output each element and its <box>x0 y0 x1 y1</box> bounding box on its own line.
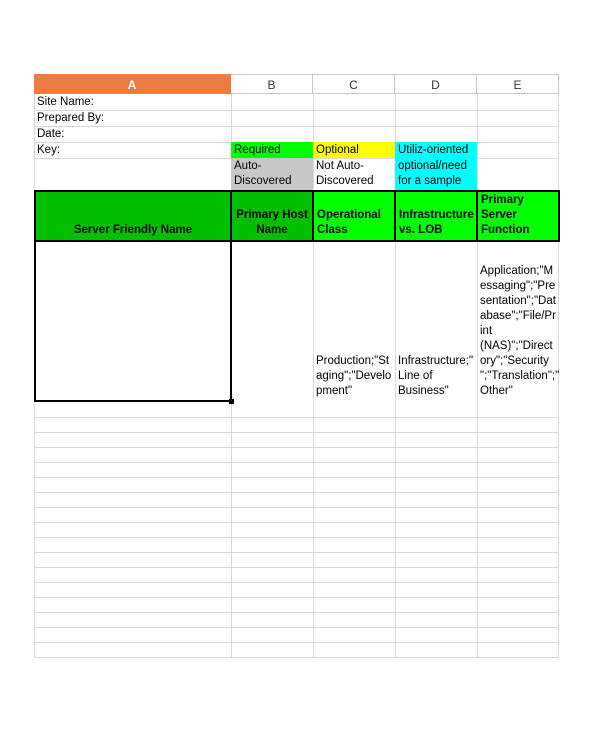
key-auto-discovered-cell[interactable]: Auto- Discovered <box>231 158 313 190</box>
header-primary-server-function[interactable] <box>476 190 560 242</box>
grid-hline <box>34 612 559 613</box>
primary-server-function-value[interactable] <box>477 242 559 400</box>
header-e-text: Primary Server Function <box>481 194 530 236</box>
header-operational-class[interactable] <box>312 190 396 242</box>
grid-hline <box>34 417 559 418</box>
key-not-auto-discovered-cell[interactable]: Not Auto- Discovered <box>316 160 374 187</box>
key-sample-cell[interactable]: optional/need for a sample <box>395 158 477 190</box>
key-optional-cell[interactable]: Optional <box>313 142 395 158</box>
header-c-text: Operational Class <box>317 209 381 236</box>
header-d-text: Infrastructure vs. LOB <box>399 209 474 236</box>
site-name-label[interactable]: Site Name: <box>37 96 94 108</box>
column-header-a[interactable]: A <box>34 74 231 94</box>
header-primary-host-name[interactable] <box>230 190 314 242</box>
grid-hline <box>34 567 559 568</box>
key-label[interactable]: Key: <box>37 144 61 156</box>
grid-hline <box>34 432 559 433</box>
grid-hline <box>34 492 559 493</box>
grid-hline <box>34 522 559 523</box>
grid-hline <box>34 477 559 478</box>
grid-hline <box>34 507 559 508</box>
grid-hline <box>34 447 559 448</box>
column-header-c[interactable]: C <box>313 74 395 94</box>
primary-host-name-input-cell[interactable] <box>230 240 232 402</box>
server-friendly-name-input-cell[interactable] <box>34 240 232 402</box>
date-label[interactable]: Date: <box>37 128 65 140</box>
grid-hline <box>34 537 559 538</box>
header-infrastructure-vs-lob[interactable] <box>394 190 478 242</box>
grid-hline <box>34 642 559 643</box>
grid-hline <box>34 582 559 583</box>
grid-hline <box>34 627 559 628</box>
grid-hline <box>34 657 559 658</box>
header-a-text: Server Friendly Name <box>73 224 193 236</box>
prepared-by-label[interactable]: Prepared By: <box>37 112 105 124</box>
key-required-cell[interactable]: Required <box>231 142 313 158</box>
header-b-text: Primary Host Name <box>236 209 308 236</box>
key-utiliz-cell[interactable]: Utiliz-oriented <box>395 142 477 158</box>
infrastructure-vs-lob-text: Infrastructure;" Line of Business" <box>398 355 474 397</box>
header-server-friendly-name[interactable] <box>34 190 232 242</box>
grid-hline <box>34 597 559 598</box>
primary-server-function-text: Application;"M essaging";"Pre sentation";"Dat abase";"File/Pr int (NAS)";"Direct ory";"Security ";"Translation";" Other" <box>480 265 559 397</box>
infrastructure-vs-lob-value[interactable] <box>395 242 477 400</box>
operational-class-text: Production;"St aging";"Develo pment" <box>316 355 392 397</box>
column-header-d[interactable]: D <box>395 74 477 94</box>
grid-hline <box>34 462 559 463</box>
grid-hline <box>34 552 559 553</box>
column-header-b[interactable]: B <box>231 74 313 94</box>
column-header-e[interactable]: E <box>477 74 559 94</box>
operational-class-value[interactable] <box>313 242 395 400</box>
